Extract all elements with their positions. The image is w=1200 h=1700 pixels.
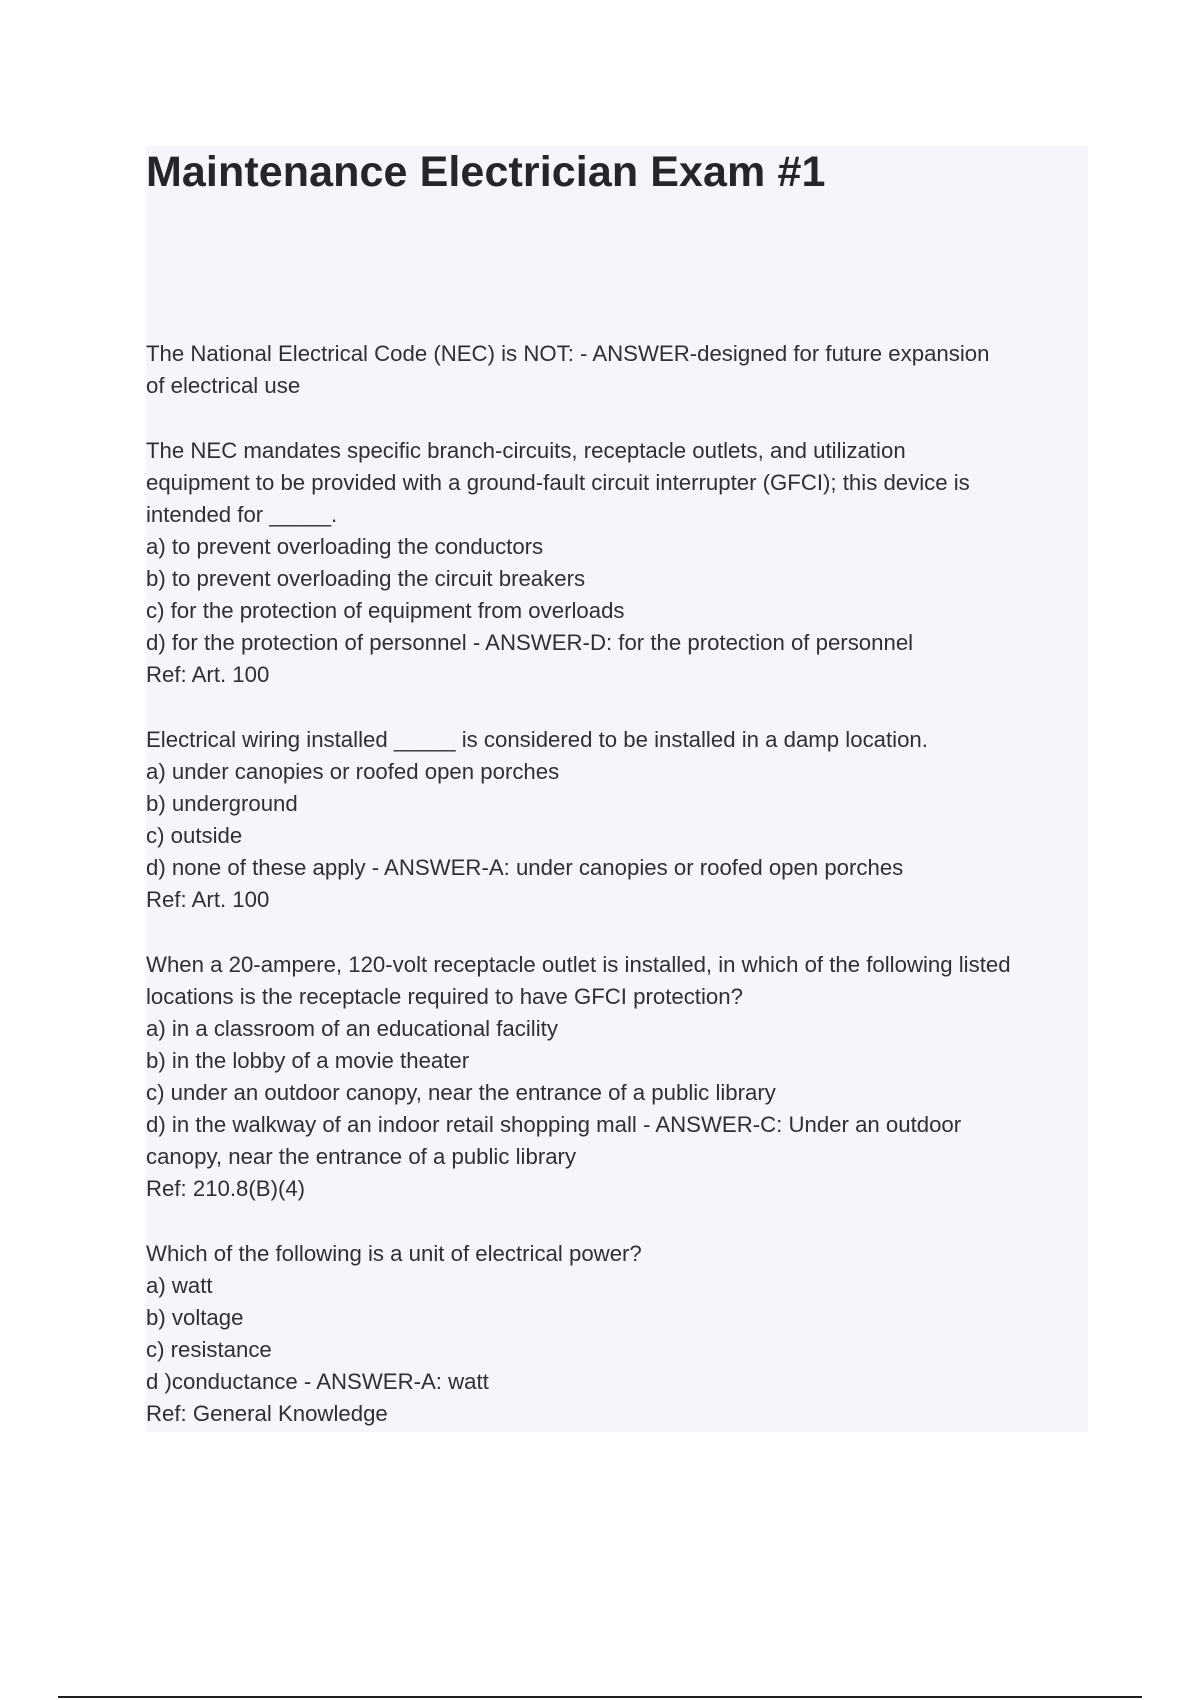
reference-line: Ref: Art. 100 [146,662,270,687]
page-title: Maintenance Electrician Exam #1 [146,148,826,196]
answer-option: b) underground [146,791,298,816]
answer-option: a) to prevent overloading the conductors [146,534,544,559]
reference-line: Ref: General Knowledge [146,1401,388,1426]
question-item-1 [146,338,1096,402]
answer-option: d) for the protection of personnel - ANSWER-D: for the protection of personnel [146,630,914,655]
answer-option: a) watt [146,1273,213,1298]
question-list [146,338,1096,1463]
question-line: of electrical use [146,373,301,398]
question-line: The National Electrical Code (NEC) is NOT: - ANSWER-designed for future expansion [146,341,990,366]
question-line: When a 20-ampere, 120-volt receptacle outlet is installed, in which of the following listed [146,952,1011,977]
answer-option: a) in a classroom of an educational facility [146,1016,558,1041]
answer-option: c) resistance [146,1337,272,1362]
reference-line: Ref: Art. 100 [146,887,270,912]
question-item-4 [146,949,1096,1205]
answer-option: a) under canopies or roofed open porches [146,759,560,784]
answer-option: c) for the protection of equipment from overloads [146,598,625,623]
question-item-3 [146,724,1096,916]
question-line: intended for _____. [146,502,338,527]
answer-option: d )conductance - ANSWER-A: watt [146,1369,489,1394]
question-line: equipment to be provided with a ground-fault circuit interrupter (GFCI); this device is [146,470,970,495]
answer-option: c) under an outdoor canopy, near the entrance of a public library [146,1080,776,1105]
question-line: Electrical wiring installed _____ is considered to be installed in a damp location. [146,727,928,752]
answer-option: c) outside [146,823,243,848]
footer-divider [58,1696,1142,1698]
answer-option: b) voltage [146,1305,244,1330]
answer-option: b) in the lobby of a movie theater [146,1048,470,1073]
question-item-2 [146,435,1096,691]
answer-option: b) to prevent overloading the circuit breakers [146,566,586,591]
answer-option: canopy, near the entrance of a public library [146,1144,577,1169]
question-line: The NEC mandates specific branch-circuits, receptacle outlets, and utilization [146,438,906,463]
reference-line: Ref: 210.8(B)(4) [146,1176,306,1201]
answer-option: d) in the walkway of an indoor retail shopping mall - ANSWER-C: Under an outdoor [146,1112,962,1137]
question-line: Which of the following is a unit of electrical power? [146,1241,642,1266]
question-line: locations is the receptacle required to have GFCI protection? [146,984,743,1009]
question-item-5 [146,1238,1096,1430]
answer-option: d) none of these apply - ANSWER-A: under canopies or roofed open porches [146,855,904,880]
